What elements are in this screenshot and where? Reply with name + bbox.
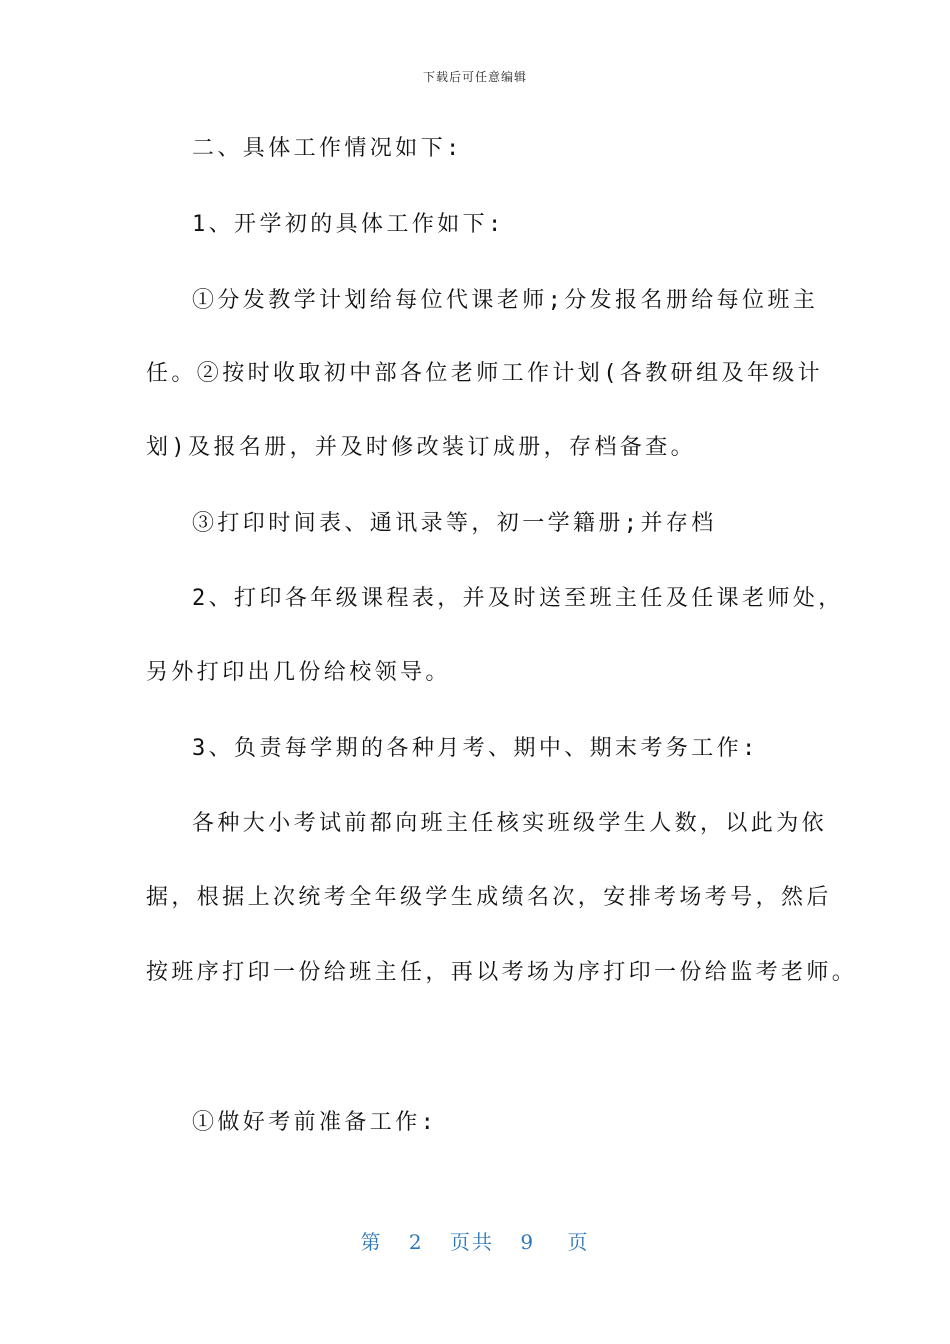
- footer-suffix: 页: [567, 1230, 590, 1254]
- paragraph-line: ①分发教学计划给每位代课老师;分发报名册给每位班主: [192, 288, 819, 313]
- paragraph-line: 另外打印出几份给校领导。: [146, 660, 451, 685]
- paragraph-line: 2、打印各年级课程表，并及时送至班主任及任课老师处，: [192, 586, 844, 611]
- paragraph-line: 1、开学初的具体工作如下:: [192, 212, 505, 237]
- paragraph-line: 据，根据上次统考全年级学生成绩名次，安排考场考号，然后: [146, 885, 832, 910]
- paragraph-line: 二、具体工作情况如下:: [192, 136, 463, 161]
- paragraph-line: 任。②按时收取初中部各位老师工作计划(各教研组及年级计: [146, 361, 824, 386]
- footer-prefix: 第: [360, 1230, 383, 1254]
- paragraph-line: 划)及报名册，并及时修改装订成册，存档备查。: [146, 435, 697, 460]
- paragraph-line: 各种大小考试前都向班主任核实班级学生人数，以此为依: [192, 811, 828, 836]
- footer-page-number: 2: [408, 1230, 424, 1254]
- paragraph-line: 3、负责每学期的各种月考、期中、期末考务工作:: [192, 736, 759, 761]
- paragraph-line: 按班序打印一份给班主任，再以考场为序打印一份给监考老师。: [146, 960, 858, 985]
- paragraph-line: ③打印时间表、通讯录等，初一学籍册;并存档: [192, 511, 717, 536]
- page-header: 下载后可任意编辑: [422, 70, 527, 84]
- footer-middle: 页共: [450, 1230, 494, 1254]
- paragraph-line: ①做好考前准备工作:: [192, 1110, 438, 1135]
- footer-total-pages: 9: [520, 1230, 536, 1254]
- page-footer: [0, 1226, 950, 1255]
